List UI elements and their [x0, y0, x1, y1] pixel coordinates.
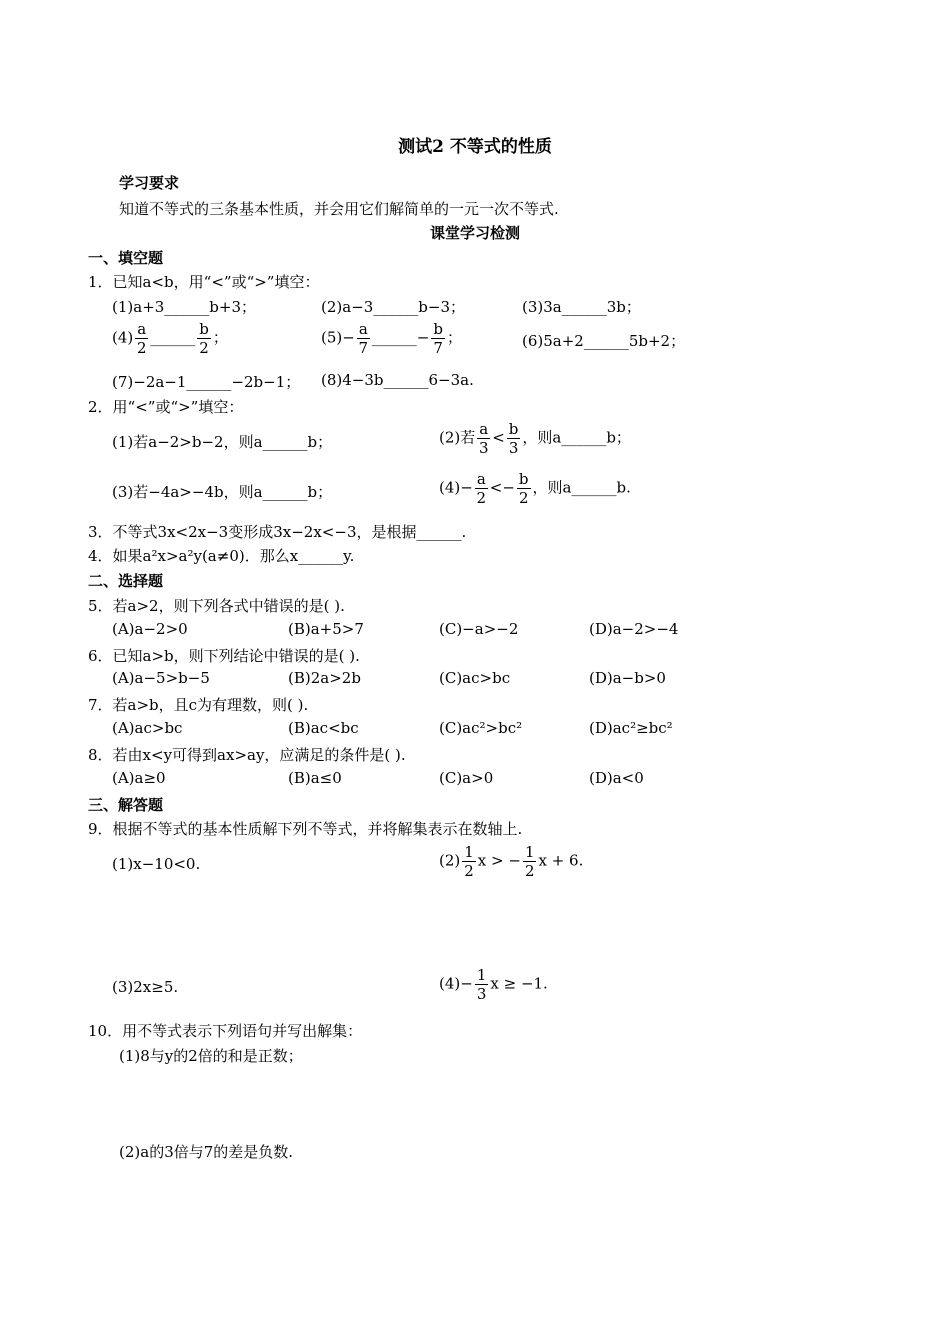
q2-item-1: (1)若a−2>b−2，则a______b； — [112, 433, 333, 451]
q8-option-a: (A)a≥0 — [112, 769, 166, 787]
page-title: 测试2 不等式的性质 — [398, 137, 552, 157]
requirements-heading: 学习要求 — [119, 174, 180, 192]
q1-item-1: (1)a+3______b+3； — [112, 298, 257, 316]
q9-item-1: (1)x−10<0. — [112, 855, 201, 873]
q5-option-c: (C)−a>−2 — [439, 620, 519, 638]
fraction: $\frac{b}{2}$ — [199, 320, 209, 357]
q1-item-8: (8)4−3b______6−3a. — [321, 371, 474, 389]
q5-option-a: (A)a−2>0 — [112, 620, 188, 638]
q7-option-c: (C)ac²>bc² — [439, 719, 523, 737]
q2-item-3: (3)若−4a>−4b，则a______b； — [112, 483, 333, 501]
q8-option-c: (C)a>0 — [439, 769, 494, 787]
q5-option-d: (D)a−2>−4 — [589, 620, 679, 638]
q6-option-d: (D)a−b>0 — [589, 669, 666, 687]
fraction: $\frac{a}{2}$ — [136, 320, 147, 357]
fraction: $\frac{b}{2}$ — [518, 470, 529, 507]
q2-item-2: (2)若 $\frac{a}{3}$ < $\frac{b}{3}$ ，则a______b； — [439, 420, 631, 457]
question-3: 3．不等式3x<2x−3变形成3x−2x<−3，是根据______. — [88, 523, 467, 541]
q1-item-5: (5)− $\frac{a}{7}$ ______− $\frac{b}{7}$ ； — [321, 320, 462, 357]
question-1: 1．已知a<b，用“<”或“>”填空： — [88, 273, 320, 291]
q7-option-d: (D)ac²≥bc² — [589, 719, 673, 737]
q6-option-b: (B)2a>2b — [288, 669, 361, 687]
fraction: $\frac{b}{3}$ — [508, 420, 519, 457]
fraction: $\frac{b}{7}$ — [433, 320, 443, 357]
question-7: 7．若a>b，且c为有理数，则( ). — [88, 696, 309, 714]
q10-item-1: (1)8与y的2倍的和是正数； — [119, 1047, 303, 1065]
q2-item-4: (4)− $\frac{a}{2}$ <− $\frac{b}{2}$ ，则a______b. — [439, 470, 631, 507]
q1-item-7: (7)−2a−1______−2b−1； — [112, 373, 301, 391]
question-2: 2．用“<”或“>”填空： — [88, 398, 244, 416]
question-4: 4．如果a²x>a²y(a≠0)．那么x______y. — [88, 547, 355, 565]
question-5: 5．若a>2，则下列各式中错误的是( ). — [88, 597, 345, 615]
section-solve: 三、解答题 — [88, 796, 164, 814]
q9-item-3: (3)2x≥5. — [112, 978, 179, 996]
q5-option-b: (B)a+5>7 — [288, 620, 364, 638]
q9-item-2: (2) $\frac{1}{2}$ x > − $\frac{1}{2}$ x + 6. — [439, 843, 584, 880]
q1-item-3: (3)3a______3b； — [522, 298, 641, 316]
question-9: 9．根据不等式的基本性质解下列不等式，并将解集表示在数轴上. — [88, 820, 523, 838]
section-fill-blank: 一、填空题 — [88, 249, 164, 267]
q6-option-a: (A)a−5>b−5 — [112, 669, 210, 687]
fraction: $\frac{1}{2}$ — [464, 843, 474, 880]
fraction: $\frac{1}{2}$ — [524, 843, 535, 880]
q8-option-d: (D)a<0 — [589, 769, 644, 787]
section-multiple-choice: 二、选择题 — [88, 572, 164, 590]
q1-item-4: (4) $\frac{a}{2}$ ______ $\frac{b}{2}$ ； — [112, 320, 228, 357]
q7-option-b: (B)ac<bc — [288, 719, 359, 737]
q1-item-2: (2)a−3______b−3； — [321, 298, 466, 316]
question-8: 8．若由x<y可得到ax>ay，应满足的条件是( ). — [88, 746, 406, 764]
q7-option-a: (A)ac>bc — [112, 719, 183, 737]
fraction: $\frac{a}{2}$ — [476, 470, 487, 507]
class-heading: 课堂学习检测 — [429, 224, 520, 242]
q10-item-2: (2)a的3倍与7的差是负数. — [119, 1143, 294, 1161]
q8-option-b: (B)a≤0 — [288, 769, 342, 787]
question-10: 10．用不等式表示下列语句并写出解集： — [88, 1022, 363, 1040]
requirements-text: 知道不等式的三条基本性质，并会用它们解简单的一元一次不等式. — [119, 200, 559, 218]
q9-item-4: (4)− $\frac{1}{3}$ x ≥ −1. — [439, 966, 548, 1003]
q1-item-6: (6)5a+2______5b+2； — [522, 332, 686, 350]
fraction: $\frac{a}{7}$ — [358, 320, 369, 357]
fraction: $\frac{a}{3}$ — [478, 420, 489, 457]
fraction: $\frac{1}{3}$ — [476, 966, 487, 1003]
question-6: 6．已知a>b，则下列结论中错误的是( ). — [88, 647, 360, 665]
q6-option-c: (C)ac>bc — [439, 669, 511, 687]
